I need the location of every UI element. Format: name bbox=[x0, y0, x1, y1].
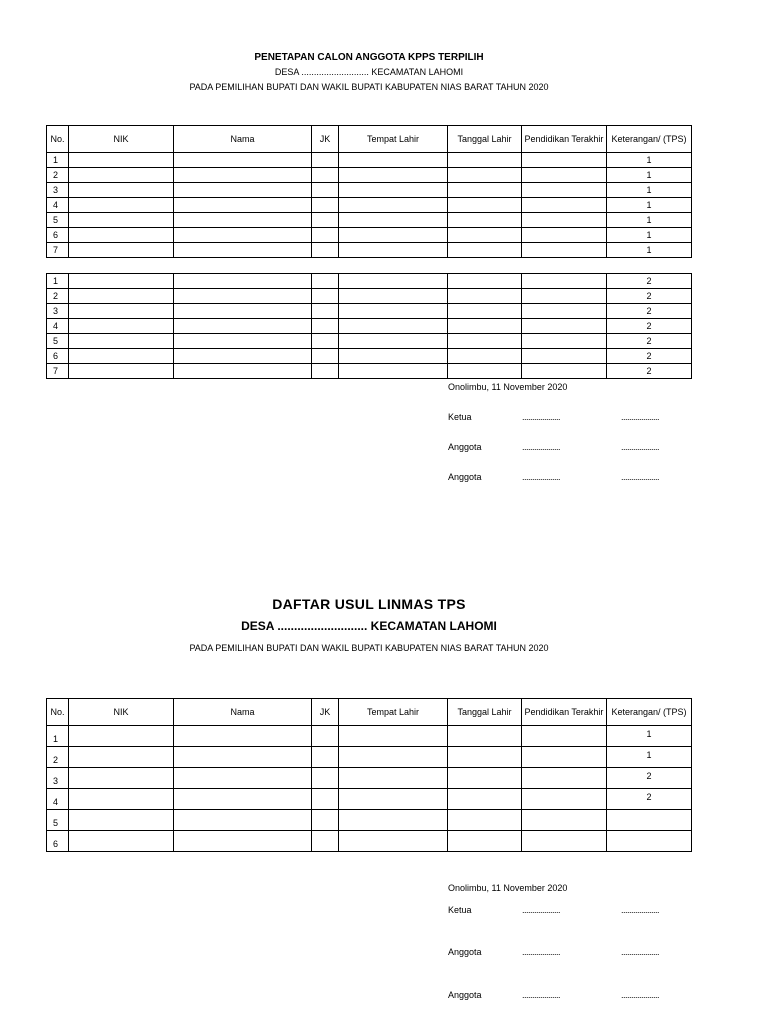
cell-empty bbox=[339, 364, 448, 379]
cell-empty bbox=[174, 304, 312, 319]
cell-empty bbox=[312, 183, 339, 198]
cell-empty bbox=[339, 274, 448, 289]
cell-empty bbox=[339, 198, 448, 213]
cell-empty bbox=[312, 274, 339, 289]
cell-no: 6 bbox=[47, 228, 69, 243]
header-nama: Nama bbox=[174, 699, 312, 726]
cell-tps: 1 bbox=[607, 747, 692, 768]
cell-no: 1 bbox=[47, 274, 69, 289]
cell-empty bbox=[69, 198, 174, 213]
cell-empty bbox=[69, 274, 174, 289]
cell-empty bbox=[312, 349, 339, 364]
cell-empty bbox=[522, 198, 607, 213]
cell-empty bbox=[174, 228, 312, 243]
linmas-place-date: Onolimbu, 11 November 2020 bbox=[448, 883, 568, 893]
cell-no: 1 bbox=[47, 153, 69, 168]
cell-empty bbox=[312, 304, 339, 319]
cell-empty bbox=[522, 747, 607, 768]
cell-empty bbox=[312, 289, 339, 304]
cell-empty bbox=[174, 349, 312, 364]
cell-empty bbox=[339, 726, 448, 747]
signature-sign-blank: ................... bbox=[621, 442, 660, 452]
cell-no: 3 bbox=[47, 768, 69, 789]
header-tanggal-lahir: Tanggal Lahir bbox=[448, 126, 522, 153]
header-keterangan: Keterangan/ (TPS) bbox=[607, 126, 692, 153]
cell-empty bbox=[69, 747, 174, 768]
kpps-table2-body bbox=[47, 274, 692, 379]
cell-empty bbox=[312, 810, 339, 831]
signature-sign-blank: ................... bbox=[621, 905, 660, 915]
cell-empty bbox=[339, 183, 448, 198]
cell-empty bbox=[339, 153, 448, 168]
table-row bbox=[47, 334, 692, 349]
cell-empty bbox=[69, 768, 174, 789]
table-row bbox=[47, 789, 692, 810]
cell-no: 1 bbox=[47, 726, 69, 747]
cell-empty bbox=[339, 168, 448, 183]
cell-empty bbox=[312, 213, 339, 228]
cell-empty bbox=[448, 334, 522, 349]
header-jk: JK bbox=[312, 699, 339, 726]
cell-empty bbox=[522, 768, 607, 789]
cell-empty bbox=[69, 810, 174, 831]
cell-empty bbox=[522, 289, 607, 304]
cell-empty bbox=[339, 789, 448, 810]
cell-empty bbox=[312, 334, 339, 349]
signature-sign-blank: ................... bbox=[621, 947, 660, 957]
cell-empty bbox=[522, 349, 607, 364]
cell-empty bbox=[339, 334, 448, 349]
linmas-table-body bbox=[47, 726, 692, 852]
cell-empty bbox=[174, 789, 312, 810]
cell-empty bbox=[522, 213, 607, 228]
cell-empty bbox=[174, 726, 312, 747]
cell-empty bbox=[174, 747, 312, 768]
cell-no: 5 bbox=[47, 213, 69, 228]
signature-role: Anggota bbox=[448, 990, 482, 1000]
header-keterangan: Keterangan/ (TPS) bbox=[607, 699, 692, 726]
table-row bbox=[47, 243, 692, 258]
cell-no: 4 bbox=[47, 789, 69, 810]
cell-empty bbox=[69, 304, 174, 319]
cell-empty bbox=[312, 168, 339, 183]
cell-tps: 1 bbox=[607, 213, 692, 228]
cell-empty bbox=[312, 747, 339, 768]
cell-empty bbox=[448, 304, 522, 319]
cell-empty bbox=[339, 810, 448, 831]
cell-empty bbox=[69, 183, 174, 198]
cell-empty bbox=[448, 768, 522, 789]
table-row bbox=[47, 168, 692, 183]
signature-name-blank: ................... bbox=[522, 412, 561, 422]
cell-no: 7 bbox=[47, 243, 69, 258]
cell-empty bbox=[448, 274, 522, 289]
header-nama: Nama bbox=[174, 126, 312, 153]
cell-empty bbox=[69, 168, 174, 183]
cell-empty bbox=[448, 364, 522, 379]
cell-no: 6 bbox=[47, 831, 69, 852]
cell-no: 2 bbox=[47, 289, 69, 304]
cell-empty bbox=[339, 319, 448, 334]
cell-empty bbox=[174, 364, 312, 379]
cell-tps: 1 bbox=[607, 726, 692, 747]
header-tempat-lahir: Tempat Lahir bbox=[339, 126, 448, 153]
cell-empty bbox=[522, 168, 607, 183]
cell-empty bbox=[448, 243, 522, 258]
cell-empty bbox=[339, 228, 448, 243]
header-tanggal-lahir: Tanggal Lahir bbox=[448, 699, 522, 726]
cell-tps: 2 bbox=[607, 349, 692, 364]
header-no: No. bbox=[47, 126, 69, 153]
header-tempat-lahir: Tempat Lahir bbox=[339, 699, 448, 726]
table-row bbox=[47, 831, 692, 852]
table-row bbox=[47, 364, 692, 379]
cell-empty bbox=[174, 213, 312, 228]
cell-empty bbox=[339, 289, 448, 304]
cell-empty bbox=[522, 726, 607, 747]
cell-empty bbox=[522, 228, 607, 243]
header-jk: JK bbox=[312, 126, 339, 153]
cell-empty bbox=[448, 183, 522, 198]
cell-empty bbox=[522, 334, 607, 349]
cell-empty bbox=[522, 831, 607, 852]
cell-no: 5 bbox=[47, 810, 69, 831]
cell-empty bbox=[69, 789, 174, 810]
cell-empty bbox=[522, 183, 607, 198]
cell-empty bbox=[448, 831, 522, 852]
cell-tps: 2 bbox=[607, 334, 692, 349]
cell-empty bbox=[174, 243, 312, 258]
cell-empty bbox=[448, 810, 522, 831]
cell-empty bbox=[69, 243, 174, 258]
kpps-place-date: Onolimbu, 11 November 2020 bbox=[448, 382, 568, 392]
header-no: No. bbox=[47, 699, 69, 726]
cell-empty bbox=[312, 243, 339, 258]
signature-name-blank: ................... bbox=[522, 442, 561, 452]
table-row bbox=[47, 304, 692, 319]
signature-role: Ketua bbox=[448, 905, 472, 915]
cell-empty bbox=[312, 228, 339, 243]
cell-tps: 2 bbox=[607, 289, 692, 304]
cell-empty bbox=[69, 349, 174, 364]
cell-empty bbox=[69, 364, 174, 379]
cell-empty bbox=[69, 153, 174, 168]
cell-empty bbox=[69, 319, 174, 334]
linmas-desa-line: DESA ........................... KECAMATAN LAHOMI bbox=[241, 619, 497, 633]
cell-empty bbox=[522, 153, 607, 168]
cell-empty bbox=[522, 789, 607, 810]
cell-no: 3 bbox=[47, 183, 69, 198]
cell-empty bbox=[312, 153, 339, 168]
table-row bbox=[47, 768, 692, 789]
table-row bbox=[47, 213, 692, 228]
cell-empty bbox=[339, 747, 448, 768]
kpps-subtitle: PADA PEMILIHAN BUPATI DAN WAKIL BUPATI KABUPATEN NIAS BARAT TAHUN 2020 bbox=[189, 82, 549, 92]
cell-empty bbox=[448, 319, 522, 334]
cell-empty bbox=[312, 319, 339, 334]
cell-empty bbox=[174, 289, 312, 304]
cell-tps: 2 bbox=[607, 319, 692, 334]
cell-empty bbox=[312, 726, 339, 747]
cell-empty bbox=[69, 289, 174, 304]
cell-empty bbox=[312, 768, 339, 789]
header-nik: NIK bbox=[69, 699, 174, 726]
cell-empty bbox=[174, 319, 312, 334]
table-row bbox=[47, 810, 692, 831]
table-row bbox=[47, 198, 692, 213]
cell-empty bbox=[448, 228, 522, 243]
cell-no: 3 bbox=[47, 304, 69, 319]
cell-empty bbox=[339, 243, 448, 258]
table-row bbox=[47, 349, 692, 364]
cell-tps bbox=[607, 831, 692, 852]
cell-empty bbox=[174, 810, 312, 831]
signature-role: Ketua bbox=[448, 412, 472, 422]
cell-empty bbox=[69, 213, 174, 228]
table-row bbox=[47, 747, 692, 768]
cell-empty bbox=[522, 243, 607, 258]
cell-empty bbox=[339, 304, 448, 319]
cell-empty bbox=[448, 349, 522, 364]
cell-tps: 1 bbox=[607, 153, 692, 168]
cell-empty bbox=[339, 213, 448, 228]
cell-empty bbox=[522, 319, 607, 334]
table-row bbox=[47, 153, 692, 168]
kpps-table-header bbox=[46, 125, 692, 258]
cell-empty bbox=[448, 153, 522, 168]
table-row bbox=[47, 228, 692, 243]
cell-empty bbox=[448, 726, 522, 747]
linmas-subtitle: PADA PEMILIHAN BUPATI DAN WAKIL BUPATI KABUPATEN NIAS BARAT TAHUN 2020 bbox=[189, 643, 549, 653]
header-pendidikan: Pendidikan Terakhir bbox=[522, 699, 607, 726]
cell-tps: 1 bbox=[607, 168, 692, 183]
cell-no: 4 bbox=[47, 319, 69, 334]
cell-empty bbox=[522, 364, 607, 379]
cell-no: 2 bbox=[47, 747, 69, 768]
linmas-title: DAFTAR USUL LINMAS TPS bbox=[272, 596, 466, 612]
signature-role: Anggota bbox=[448, 442, 482, 452]
signature-name-blank: ................... bbox=[522, 472, 561, 482]
signature-role: Anggota bbox=[448, 472, 482, 482]
cell-no: 6 bbox=[47, 349, 69, 364]
cell-empty bbox=[174, 831, 312, 852]
cell-empty bbox=[69, 228, 174, 243]
cell-tps: 2 bbox=[607, 304, 692, 319]
cell-empty bbox=[448, 747, 522, 768]
cell-tps: 1 bbox=[607, 228, 692, 243]
cell-empty bbox=[69, 726, 174, 747]
cell-empty bbox=[312, 831, 339, 852]
linmas-table bbox=[46, 698, 692, 852]
cell-empty bbox=[448, 289, 522, 304]
cell-empty bbox=[312, 198, 339, 213]
kpps-desa-line: DESA ........................... KECAMATAN LAHOMI bbox=[274, 67, 464, 77]
cell-empty bbox=[522, 810, 607, 831]
cell-no: 5 bbox=[47, 334, 69, 349]
kpps-table2 bbox=[46, 273, 692, 379]
cell-empty bbox=[448, 168, 522, 183]
header-nik: NIK bbox=[69, 126, 174, 153]
cell-empty bbox=[312, 364, 339, 379]
signature-name-blank: ................... bbox=[522, 990, 561, 1000]
cell-empty bbox=[174, 334, 312, 349]
cell-empty bbox=[174, 183, 312, 198]
kpps-title: PENETAPAN CALON ANGGOTA KPPS TERPILIH bbox=[254, 52, 484, 63]
signature-sign-blank: ................... bbox=[621, 990, 660, 1000]
cell-tps: 1 bbox=[607, 243, 692, 258]
cell-empty bbox=[174, 274, 312, 289]
cell-tps: 1 bbox=[607, 183, 692, 198]
cell-no: 4 bbox=[47, 198, 69, 213]
cell-empty bbox=[174, 768, 312, 789]
cell-no: 2 bbox=[47, 168, 69, 183]
cell-tps: 2 bbox=[607, 364, 692, 379]
cell-tps: 2 bbox=[607, 789, 692, 810]
signature-sign-blank: ................... bbox=[621, 412, 660, 422]
cell-empty bbox=[339, 831, 448, 852]
signature-name-blank: ................... bbox=[522, 905, 561, 915]
signature-sign-blank: ................... bbox=[621, 472, 660, 482]
cell-tps: 2 bbox=[607, 768, 692, 789]
signature-name-blank: ................... bbox=[522, 947, 561, 957]
cell-empty bbox=[174, 168, 312, 183]
cell-empty bbox=[522, 274, 607, 289]
cell-empty bbox=[174, 153, 312, 168]
kpps-table1-body bbox=[47, 153, 692, 258]
cell-empty bbox=[448, 789, 522, 810]
signature-role: Anggota bbox=[448, 947, 482, 957]
table-row bbox=[47, 726, 692, 747]
cell-empty bbox=[448, 198, 522, 213]
cell-no: 7 bbox=[47, 364, 69, 379]
cell-tps bbox=[607, 810, 692, 831]
cell-empty bbox=[448, 213, 522, 228]
table-row bbox=[47, 319, 692, 334]
table-row bbox=[47, 289, 692, 304]
cell-empty bbox=[69, 831, 174, 852]
cell-tps: 2 bbox=[607, 274, 692, 289]
cell-empty bbox=[339, 349, 448, 364]
table-row bbox=[47, 274, 692, 289]
table-row bbox=[47, 183, 692, 198]
cell-empty bbox=[522, 304, 607, 319]
header-pendidikan: Pendidikan Terakhir bbox=[522, 126, 607, 153]
cell-empty bbox=[174, 198, 312, 213]
cell-empty bbox=[312, 789, 339, 810]
cell-empty bbox=[339, 768, 448, 789]
cell-empty bbox=[69, 334, 174, 349]
cell-tps: 1 bbox=[607, 198, 692, 213]
